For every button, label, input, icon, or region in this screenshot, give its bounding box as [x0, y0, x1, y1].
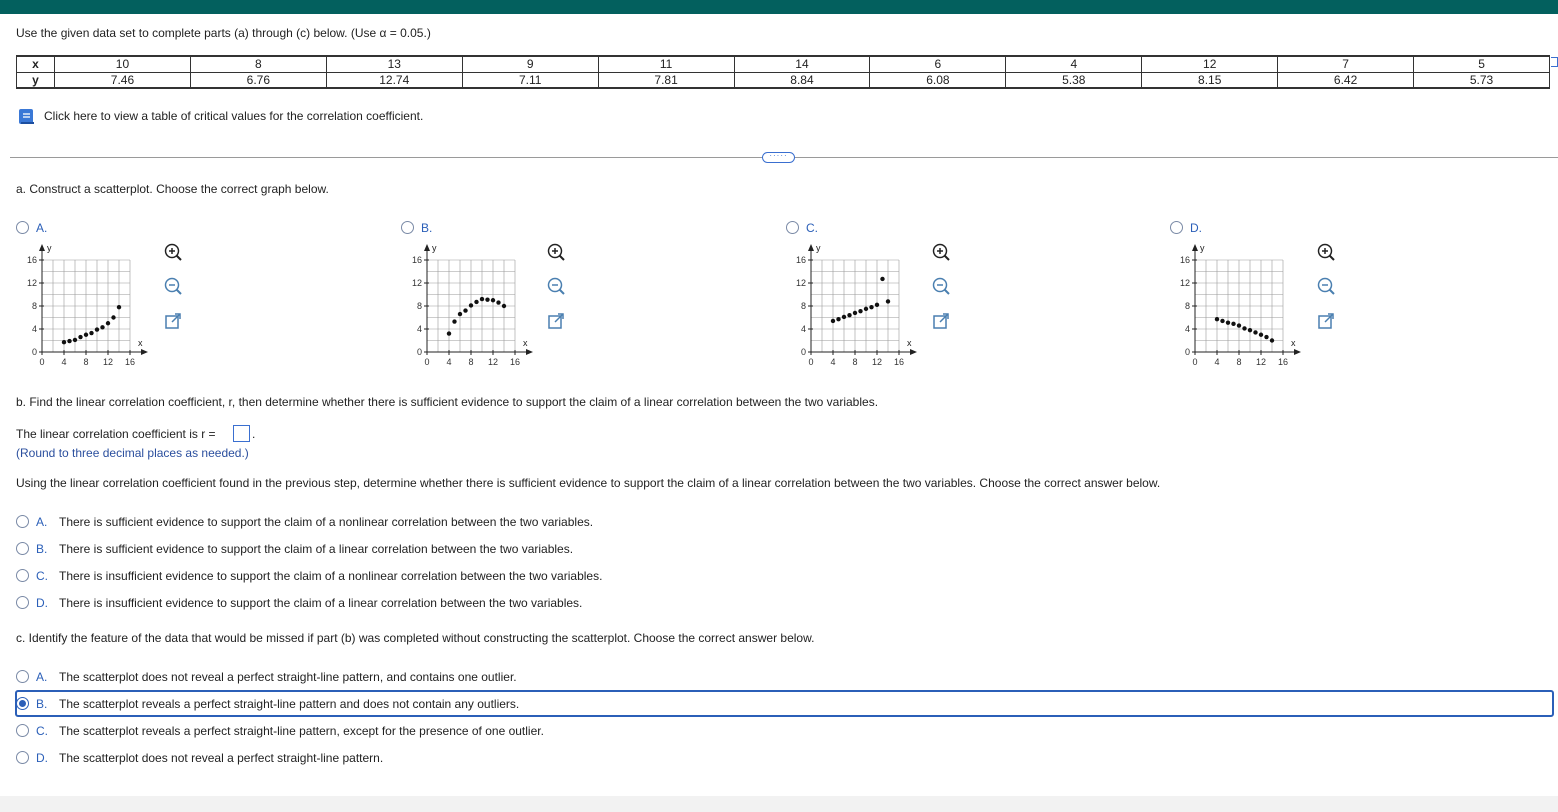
data-point: [485, 297, 489, 301]
part-c-option-c-letter: C.: [36, 724, 48, 738]
open-new-window-icon[interactable]: [163, 311, 183, 331]
y-cell: 5.73: [1414, 72, 1550, 88]
part-c-option-b-letter: B.: [36, 697, 48, 711]
x-tick-label: 8: [83, 357, 89, 367]
y-cell: 8.84: [734, 72, 870, 88]
data-point: [480, 297, 484, 301]
x-header: x: [17, 56, 55, 72]
data-point: [836, 317, 840, 321]
data-point: [1237, 323, 1241, 327]
data-point: [469, 303, 473, 307]
data-point: [842, 315, 846, 319]
x-tick-label: 8: [468, 357, 474, 367]
y-axis-arrow: [424, 244, 430, 251]
more-button[interactable]: ·····: [762, 152, 795, 163]
part-b-radio-b[interactable]: [16, 542, 29, 555]
x-tick-label: 8: [1236, 357, 1242, 367]
data-point: [864, 307, 868, 311]
r-label: The linear correlation coefficient is r =: [16, 427, 216, 441]
y-cell: 6.42: [1278, 72, 1414, 88]
y-tick-label: 8: [416, 301, 422, 311]
x-tick-label: 0: [39, 357, 45, 367]
zoom-in-icon[interactable]: [546, 242, 566, 262]
y-tick-label: 12: [411, 278, 422, 288]
x-axis-arrow: [1294, 349, 1301, 355]
x-tick-label: 12: [102, 357, 114, 367]
y-cell: 12.74: [326, 72, 462, 88]
data-point: [847, 313, 851, 317]
part-b-option-a-text[interactable]: There is sufficient evidence to support the claim of a nonlinear correlation between the two variables.: [59, 515, 594, 529]
instruction-text: Use the given data set to complete parts (a) through (c) below. (Use α = 0.05.): [16, 26, 431, 40]
data-point: [100, 325, 104, 329]
y-tick-label: 8: [1184, 301, 1190, 311]
data-point: [1215, 317, 1219, 321]
data-point: [84, 333, 88, 337]
part-a-radio-d[interactable]: [1170, 221, 1183, 234]
part-c-radio-c[interactable]: [16, 724, 29, 737]
x-row: [17, 56, 1550, 72]
zoom-out-icon[interactable]: [163, 276, 183, 296]
table-copy-icon[interactable]: [1551, 57, 1558, 67]
open-new-window-icon[interactable]: [1316, 311, 1336, 331]
part-b-option-b-text[interactable]: There is sufficient evidence to support the claim of a linear correlation between the two variables.: [59, 542, 574, 556]
part-c-radio-b[interactable]: [16, 697, 29, 710]
x-cell: 13: [326, 56, 462, 72]
data-point: [73, 338, 77, 342]
top-header-bar: [0, 0, 1558, 14]
y-tick-label: 0: [800, 347, 806, 357]
y-tick-label: 16: [26, 255, 37, 265]
data-point: [1253, 330, 1257, 334]
data-point: [869, 305, 873, 309]
data-point: [95, 327, 99, 331]
data-point: [1226, 320, 1230, 324]
data-point: [62, 340, 66, 344]
x-cell: 9: [462, 56, 598, 72]
x-cell: 4: [1006, 56, 1142, 72]
part-c-prompt: c. Identify the feature of the data that would be missed if part (b) was completed without constructing the scatterplot. Choose the correct answer below.: [16, 631, 815, 645]
y-cell: 6.76: [190, 72, 326, 88]
data-point: [67, 339, 71, 343]
x-tick-label: 8: [852, 357, 858, 367]
data-point: [875, 303, 879, 307]
part-b-option-b-letter: B.: [36, 542, 48, 556]
data-point: [117, 305, 121, 309]
part-b-option-c-letter: C.: [36, 569, 48, 583]
data-point: [853, 311, 857, 315]
part-a-option-d-label: D.: [1190, 221, 1202, 235]
y-axis-label: y: [1200, 243, 1205, 253]
x-cell: 10: [55, 56, 191, 72]
y-cell: 5.38: [1006, 72, 1142, 88]
part-c-option-b-text[interactable]: The scatterplot reveals a perfect straight-line pattern and does not contain any outliers.: [59, 697, 520, 711]
data-point: [491, 298, 495, 302]
data-point: [447, 331, 451, 335]
part-c-option-d-letter: D.: [36, 751, 48, 765]
part-c-option-d-text[interactable]: The scatterplot does not reveal a perfect straight-line pattern.: [59, 751, 384, 765]
y-tick-label: 16: [1179, 255, 1190, 265]
bottom-bar: [0, 796, 1558, 812]
y-cell: 7.81: [598, 72, 734, 88]
x-tick-label: 12: [1255, 357, 1267, 367]
y-tick-label: 4: [416, 324, 422, 334]
y-header: y: [17, 72, 55, 88]
y-cell: 7.46: [55, 72, 191, 88]
data-point: [89, 331, 93, 335]
x-cell: 5: [1414, 56, 1550, 72]
y-cell: 7.11: [462, 72, 598, 88]
y-tick-label: 12: [26, 278, 37, 288]
data-point: [1248, 328, 1252, 332]
y-cell: 8.15: [1142, 72, 1278, 88]
x-tick-label: 16: [1277, 357, 1289, 367]
x-axis-label: x: [523, 338, 528, 348]
x-tick-label: 0: [424, 357, 430, 367]
y-tick-label: 0: [31, 347, 37, 357]
part-b-radio-d[interactable]: [16, 596, 29, 609]
data-table: [16, 55, 1550, 89]
book-icon[interactable]: [18, 108, 36, 125]
data-point: [496, 300, 500, 304]
y-tick-label: 4: [800, 324, 806, 334]
scatterplot-b: [411, 240, 541, 370]
x-cell: 12: [1142, 56, 1278, 72]
y-axis-arrow: [39, 244, 45, 251]
part-c-radio-d[interactable]: [16, 751, 29, 764]
x-tick-label: 4: [1214, 357, 1220, 367]
x-axis-label: x: [907, 338, 912, 348]
data-point: [880, 277, 884, 281]
data-point: [886, 299, 890, 303]
data-point: [1242, 326, 1246, 330]
y-axis-arrow: [1192, 244, 1198, 251]
r-label-period: .: [252, 427, 256, 441]
x-axis-arrow: [141, 349, 148, 355]
part-b-option-a-letter: A.: [36, 515, 48, 529]
y-cell: 6.08: [870, 72, 1006, 88]
y-tick-label: 8: [800, 301, 806, 311]
part-a-radio-b[interactable]: [401, 221, 414, 234]
data-point: [831, 319, 835, 323]
x-tick-label: 16: [509, 357, 521, 367]
x-tick-label: 12: [871, 357, 883, 367]
data-point: [106, 321, 110, 325]
part-b-radio-c[interactable]: [16, 569, 29, 582]
y-axis-label: y: [47, 243, 52, 253]
zoom-in-icon[interactable]: [931, 242, 951, 262]
data-point: [463, 308, 467, 312]
y-axis-label: y: [432, 243, 437, 253]
data-point: [474, 300, 478, 304]
x-axis-label: x: [1291, 338, 1296, 348]
part-a-option-a-label: A.: [36, 221, 48, 235]
part-c-radio-a[interactable]: [16, 670, 29, 683]
part-a-radio-a[interactable]: [16, 221, 29, 234]
y-tick-label: 4: [1184, 324, 1190, 334]
x-cell: 8: [190, 56, 326, 72]
part-b-option-d-text[interactable]: There is insufficient evidence to support the claim of a linear correlation between the two variables.: [59, 596, 583, 610]
part-a-option-b-label: B.: [421, 221, 433, 235]
zoom-in-icon[interactable]: [163, 242, 183, 262]
data-point: [452, 319, 456, 323]
part-c-option-a-letter: A.: [36, 670, 48, 684]
x-axis-arrow: [526, 349, 533, 355]
zoom-out-icon[interactable]: [546, 276, 566, 296]
critical-values-link[interactable]: Click here to view a table of critical values for the correlation coefficient.: [44, 109, 424, 123]
data-point: [1231, 322, 1235, 326]
scatterplot-d: [1179, 240, 1309, 370]
y-tick-label: 12: [795, 278, 806, 288]
scatterplot-c: [795, 240, 925, 370]
part-b-option-d-letter: D.: [36, 596, 48, 610]
x-tick-label: 0: [1192, 357, 1198, 367]
y-tick-label: 4: [31, 324, 37, 334]
x-cell: 6: [870, 56, 1006, 72]
part-b-option-c-text[interactable]: There is insufficient evidence to support the claim of a nonlinear correlation between the two variables.: [59, 569, 603, 583]
part-c-option-c-text[interactable]: The scatterplot reveals a perfect straight-line pattern, except for the presence of one outlier.: [59, 724, 544, 738]
data-point: [1270, 338, 1274, 342]
part-b-question: Using the linear correlation coefficient found in the previous step, determine whether there is sufficient evidence to support the claim of a linear correlation between the two variables. Choose the correct answer below.: [16, 476, 1161, 490]
data-point: [458, 312, 462, 316]
y-tick-label: 0: [416, 347, 422, 357]
x-tick-label: 4: [830, 357, 836, 367]
data-point: [111, 315, 115, 319]
scatterplot-a: [26, 240, 156, 370]
x-axis-label: x: [138, 338, 143, 348]
zoom-out-icon[interactable]: [1316, 276, 1336, 296]
open-new-window-icon[interactable]: [546, 311, 566, 331]
y-tick-label: 8: [31, 301, 37, 311]
part-b-prompt: b. Find the linear correlation coefficient, r, then determine whether there is sufficient evidence to support the claim of a linear correlation between the two variables.: [16, 395, 879, 409]
data-point: [1220, 319, 1224, 323]
data-point: [502, 304, 506, 308]
y-row: [17, 72, 1550, 88]
y-tick-label: 16: [411, 255, 422, 265]
x-cell: 7: [1278, 56, 1414, 72]
part-b-radio-a[interactable]: [16, 515, 29, 528]
x-tick-label: 16: [893, 357, 905, 367]
x-tick-label: 12: [487, 357, 499, 367]
x-cell: 11: [598, 56, 734, 72]
open-new-window-icon[interactable]: [931, 311, 951, 331]
part-a-radio-c[interactable]: [786, 221, 799, 234]
r-answer-input[interactable]: [233, 425, 250, 442]
data-point: [1264, 335, 1268, 339]
zoom-out-icon[interactable]: [931, 276, 951, 296]
y-tick-label: 0: [1184, 347, 1190, 357]
data-point: [858, 309, 862, 313]
y-axis-arrow: [808, 244, 814, 251]
x-tick-label: 16: [124, 357, 136, 367]
round-note: (Round to three decimal places as needed.): [16, 446, 249, 460]
part-a-option-c-label: C.: [806, 221, 818, 235]
part-c-option-a-text[interactable]: The scatterplot does not reveal a perfect straight-line pattern, and contains one outlier.: [59, 670, 517, 684]
x-tick-label: 0: [808, 357, 814, 367]
y-tick-label: 12: [1179, 278, 1190, 288]
y-axis-label: y: [816, 243, 821, 253]
zoom-in-icon[interactable]: [1316, 242, 1336, 262]
y-tick-label: 16: [795, 255, 806, 265]
x-axis-arrow: [910, 349, 917, 355]
part-a-prompt: a. Construct a scatterplot. Choose the correct graph below.: [16, 182, 329, 196]
data-point: [78, 335, 82, 339]
x-tick-label: 4: [446, 357, 452, 367]
data-point: [1259, 333, 1263, 337]
x-cell: 14: [734, 56, 870, 72]
x-tick-label: 4: [61, 357, 67, 367]
